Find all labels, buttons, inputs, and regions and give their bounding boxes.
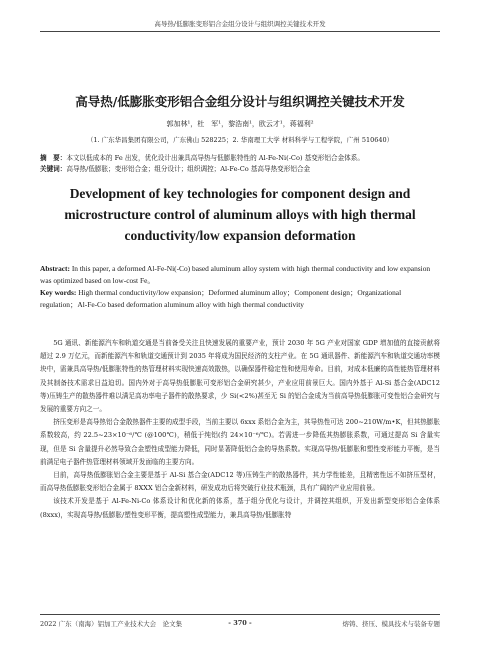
english-title-line: Development of key technologies for component design and (69, 186, 411, 201)
keywords-cn-label: 关键词： (40, 165, 67, 173)
english-abstract (40, 263, 440, 287)
header-rule (40, 31, 440, 32)
english-title (50, 183, 430, 246)
english-abstract-block (40, 263, 440, 311)
abstract-en-text: In this paper, a deformed Al-Fe-Ni(-Co) based aluminum alloy system with high thermal conductivity and low expansion was optimized based on low-cost Fe。 (40, 264, 431, 285)
page-number: - 370 - (228, 619, 252, 627)
keywords-cn-text: 高导热/低膨胀；变形铝合金；组分设计；组织调控；Al-Fe-Co 基高导热变形铝合金 (66, 165, 311, 173)
footer-rule (40, 614, 440, 615)
chinese-abstract (40, 153, 440, 164)
chinese-abstract-block (40, 153, 440, 175)
footer-topic: 熔铸、挤压、模具技术与装备专题 (342, 620, 440, 628)
abstract-cn-label: 摘 要： (40, 154, 67, 162)
affiliation: （1. 广东华昌集团有限公司，广东佛山 528225；2. 华南理工大学 材料科学与工程学院，广州 510640） (86, 136, 394, 144)
body-paragraph: 挤压变形是高导热铝合金散热器件主要的成型手段，当前主要以 6xxx 系铝合金为主，其导热性可达 200~210W/m•K，但其热膨胀系数较高，约 22.5~23×10⁻⁶/℃ (@100℃)，稍低于纯铝(约 24×10⁻⁶/℃)。若需进一步降低其热膨胀系数，可通过提高 Si 含量实现，但是 Si 含量提升必然导致合金塑性成型能力降低，同时显著降低铝合金的导热系数。实现高导热/低膨胀和塑性变形能力平衡，是当前满足电子器件热管理材料领域开发面临的主要方向。 (40, 418, 440, 466)
running-header: 高导热/低膨胀变形铝合金组分设计与组织调控关键技术开发 (154, 20, 326, 28)
body-paragraph: 目前，高导热低膨胀铝合金主要是基于 Al-Si 基合金(ADC12 等)压铸生产的散热器件，其力学性能差，且精密性远不如挤压型材，而高导热低膨胀变形铝合金属于 8XXX 铝合金新材料，研发成功后将突破行业技术瓶颈，具有广阔的产业应用前景。 (40, 471, 440, 493)
english-keywords (40, 287, 440, 311)
abstract-cn-text: 本文以低成本的 Fe 出发，优化设计出兼具高导热与低膨胀特性的 Al-Fe-Ni(-Co) 基变形铝合金体系。 (66, 154, 364, 162)
body-text (40, 337, 440, 522)
body-paragraph: 5G 通讯、新能源汽车和轨道交通是当前备受关注且快速发展的重要产业，预计 2030 年 5G 产业对国家 GDP 增加值的直接贡献将超过 2.9 万亿元，而新能源汽车和轨道交通预计到 2035 年将成为国民经济的支柱产业。在 5G 通讯器件、新能源汽车和轨道交通功率模块中，需兼具高导热/低膨胀特性的热管理材料实现快速高效散热，以确保器件稳定性和使用寿命。目前，对成本低廉的高性能热管理材料及其制备技术需求日益迫切。国内外对于高导热低膨胀可变形铝合金研究甚少，产业应用前景巨大。国内外基于 Al-Si 基合金(ADC12 等)压铸生产的散热器件难以满足高功率电子器件的散热要求，少 Si(<2%)甚至无 Si 的铝合金成为当前高导热低膨胀可变性铝合金研究与发展的重要方向之一。 (40, 339, 440, 414)
english-title-line: microstructure control of aluminum alloys with high thermal (64, 207, 416, 222)
footer-proceedings: 2022 广东（南海）铝加工产业技术大会 论文集 (40, 620, 183, 628)
author-list: 郭加林¹，杜 军¹，黎浩南¹，欧云才¹，蒋福利² (166, 120, 314, 128)
body-paragraph: 该技术开发是基于 Al-Fe-Ni-Co 体系设计和优化新的体系，基于组分优化与设计，并调控其组织，开发出新型变形铝合金体系(8xxx)，实现高导热/低膨胀/塑性变形平衡，提高塑性成型能力，兼具高导热/低膨胀特 (40, 497, 440, 519)
abstract-en-label: Abstract: (40, 264, 70, 273)
keywords-en-text: High thermal conductivity/low expansion；Deformed aluminum alloy；Component design；Organizational regulation；Al-Fe-Co based deformation aluminum alloy with high thermal conductivity (40, 288, 402, 309)
chinese-keywords (40, 164, 440, 175)
keywords-en-label: Key words: (40, 288, 77, 297)
chinese-title: 高导热/低膨胀变形铝合金组分设计与组织调控关键技术开发 (75, 94, 405, 109)
english-title-line: conductivity/low expansion deformation (124, 228, 356, 243)
